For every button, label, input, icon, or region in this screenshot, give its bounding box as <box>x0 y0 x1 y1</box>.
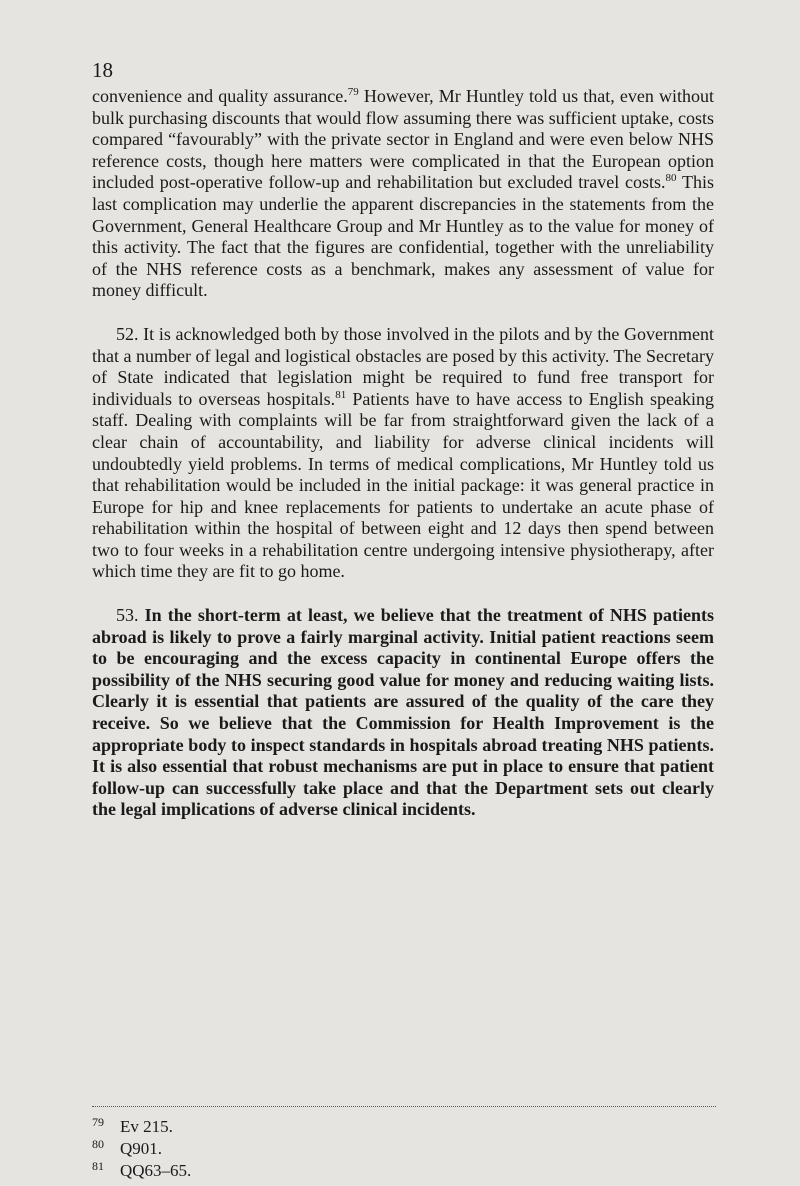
footnotes <box>92 1114 492 1180</box>
footnote-text: Ev 215. <box>120 1117 173 1136</box>
footnote-number: 81 <box>92 1159 104 1173</box>
paragraph-52 <box>92 324 714 583</box>
footnote-text: QQ63–65. <box>120 1161 192 1180</box>
paragraph-53-conclusion <box>92 605 714 821</box>
paragraph-text: However, Mr Huntley told us that, even without bulk purchasing discounts that would flow assuming there was sufficient uptake, costs compared “favourably” with the private sector in England and were even below NHS reference costs, though here matters were complicated in that the European option included post-operative follow-up and rehabilitation but excluded travel costs. <box>92 86 715 193</box>
page-number: 18 <box>92 58 113 82</box>
page-body <box>92 86 714 843</box>
footnote-item <box>92 1136 492 1158</box>
footnote-item <box>92 1158 492 1180</box>
paragraph-text: In the short-term at least, we believe that the treatment of NHS patients abroad is likely to prove a fairly marginal activity. Initial patient reactions seem to be encouraging and the excess capacity in continental Europe offers the possibility of the NHS securing good value for money and reducing waiting lists. Clearly it is essential that patients are assured of the quality of the care they receive. So we believe that the Commission for Health Improvement is the appropriate body to inspect standards in hospitals abroad treating NHS patients. It is also essential that robust mechanisms are put in place to ensure that patient follow-up can successfully take place and that the Department sets out clearly the legal implications of adverse clinical incidents. <box>92 605 714 820</box>
footnote-text: Q901. <box>120 1139 163 1158</box>
paragraph-number: 53. <box>116 605 139 626</box>
paragraph-text: convenience and quality assurance. <box>92 86 348 106</box>
paragraph-number: 52. <box>116 323 139 344</box>
paragraph-text: Patients have to have access to English speaking staff. Dealing with complaints will be far from straightforward given the lack of a clear chain of accountability, and liability for adverse clinical incidents will undoubtedly yield problems. In terms of medical complications, Mr Huntley told us that rehabilitation would be included in the initial package: it was general practice in Europe for hip and knee replacements for patients to undertake an acute phase of rehabilitation within the hospital of between eight and 12 days then spend between two to four weeks in a rehabilitation centre undergoing intensive physiotherapy, after which time they are fit to go home. <box>92 388 714 582</box>
footnote-ref[interactable]: 79 <box>347 86 359 98</box>
paragraph-text: It is acknowledged both by those involved in the pilots and by the Government that a number of legal and logistical obstacles are posed by this activity. The Secretary of State indicated that legislation might be required to fund free transport for individuals to overseas hospitals. <box>92 323 714 409</box>
paragraph-continued <box>92 86 714 302</box>
paragraph-text: This last complication may underlie the apparent discrepancies in the statements from the Government, General Healthcare Group and Mr Huntley as to the value for money of this activity. The fact that the figures are confidential, together with the unreliability of the NHS reference costs as a benchmark, makes any assessment of value for money difficult. <box>92 172 714 301</box>
footnote-ref[interactable]: 80 <box>665 172 677 185</box>
footnote-ref[interactable]: 81 <box>335 388 347 401</box>
footnote-item <box>92 1114 492 1136</box>
footnote-number: 79 <box>92 1115 104 1129</box>
footnote-divider <box>92 1106 716 1108</box>
footnote-number: 80 <box>92 1137 104 1151</box>
